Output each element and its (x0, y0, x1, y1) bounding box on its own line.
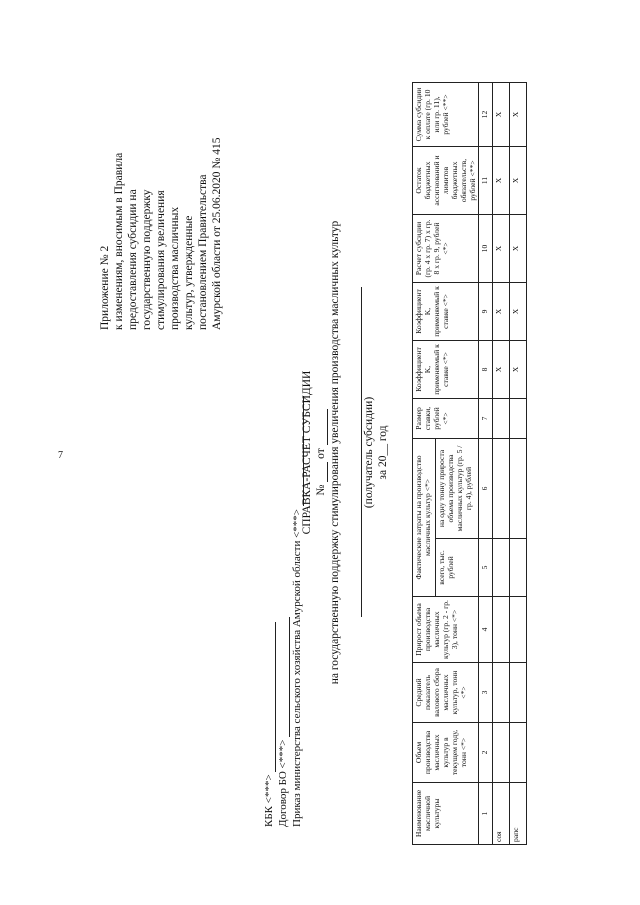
col-number: 12 (479, 82, 493, 146)
col-number: 7 (479, 398, 493, 438)
col-header: на одну тонну прироста объема производства масличных культур (гр. 5 / гр. 4), рублей (436, 438, 479, 538)
cell (493, 398, 510, 438)
annex-line: Амурской области от 25.06.2020 № 415 (211, 137, 223, 330)
col-header: Коэффициент K, применяемый к ставке <*> (413, 340, 479, 398)
cell (510, 597, 527, 663)
col-header: Наименование масличной культуры (413, 783, 479, 845)
col-number: 3 (479, 663, 493, 723)
cell: Х (510, 340, 527, 398)
col-header: Остаток бюджетных ассигнований и лимитов бюджетных обязательств, рублей <**> (413, 146, 479, 214)
cell (493, 723, 510, 783)
kbk-label: КБК <***> (263, 774, 275, 827)
title-purpose: на государственную поддержку стимулирования увеличения производства масличных культур (329, 220, 341, 685)
title-block (300, 0, 390, 905)
col-header: Размер ставки, рублей <*> (413, 398, 479, 438)
order-label: Приказ министерства сельского хозяйства Амурской области <***> (291, 509, 303, 827)
col-header: Расчет субсидии (гр. 4 х гр. 7) х гр. 8 х гр. 9, рублей <*> (413, 214, 479, 282)
col-number: 10 (479, 214, 493, 282)
contract-label: Договор БО <***> (277, 739, 289, 827)
cell (510, 539, 527, 597)
col-header: всего, тыс. рублей (436, 539, 479, 597)
col-number: 1 (479, 783, 493, 845)
year-label: за 20__ год (377, 425, 389, 480)
cell: Х (493, 214, 510, 282)
col-header: Прирост объема производства масличных культур (гр. 2 - гр. 3), тонн <*> (413, 597, 479, 663)
cell: Х (510, 214, 527, 282)
col-header: Средний показатель валового сбора масличных культур, тонн <*> (413, 663, 479, 723)
cell (510, 663, 527, 723)
annex-line: к изменениям, вносимым в Правила (113, 152, 125, 330)
subsidy-table (412, 82, 527, 845)
cell: Х (510, 146, 527, 214)
number-label: № (315, 484, 327, 496)
col-group-header: Фактические затраты на производство масличных культур <*> (413, 438, 436, 596)
cell (493, 438, 510, 538)
annex-line: предоставления субсидии на (127, 189, 139, 330)
cell: Х (493, 146, 510, 214)
cell: Х (510, 82, 527, 146)
cell: Х (493, 82, 510, 146)
cell: Х (493, 282, 510, 340)
col-number: 6 (479, 438, 493, 538)
annex-line: постановлением Правительства (197, 174, 209, 330)
cell (493, 597, 510, 663)
annex-block (98, 30, 224, 330)
table-row (510, 82, 527, 844)
annex-line: производства масличных (169, 206, 181, 330)
col-number: 5 (479, 539, 493, 597)
annex-line: стимулирования увеличения (155, 190, 167, 330)
annex-line: государственную поддержку (141, 189, 153, 330)
page-number: 7 (58, 450, 63, 461)
cell (493, 663, 510, 723)
col-header: Сумма субсидии к оплате (гр. 10 или гр. 11), рублей <**> (413, 82, 479, 146)
cell: Х (493, 340, 510, 398)
col-number: 9 (479, 282, 493, 340)
col-header: Объем производства масличных культур в текущем году, тонн <*> (413, 723, 479, 783)
cell (510, 723, 527, 783)
cell (493, 539, 510, 597)
col-number: 11 (479, 146, 493, 214)
recipient-caption: (получатель субсидии) (363, 396, 375, 509)
crop-name: рапс (510, 783, 527, 845)
crop-name: соя (493, 783, 510, 845)
col-number: 2 (479, 723, 493, 783)
col-number: 8 (479, 340, 493, 398)
cell (510, 398, 527, 438)
col-number: 4 (479, 597, 493, 663)
annex-line: Приложение № 2 (99, 245, 111, 330)
column-number-row (479, 82, 493, 844)
col-header: Коэффициент K, применяемый к ставке <*> (413, 282, 479, 340)
cell (510, 438, 527, 538)
annex-line: культур, утвержденные (183, 215, 195, 330)
header-block (262, 396, 304, 827)
title-main: СПРАВКА-РАСЧЕТ СУБСИДИИ (301, 370, 313, 535)
table-row (493, 82, 510, 844)
cell: Х (510, 282, 527, 340)
from-label: от (315, 448, 327, 459)
